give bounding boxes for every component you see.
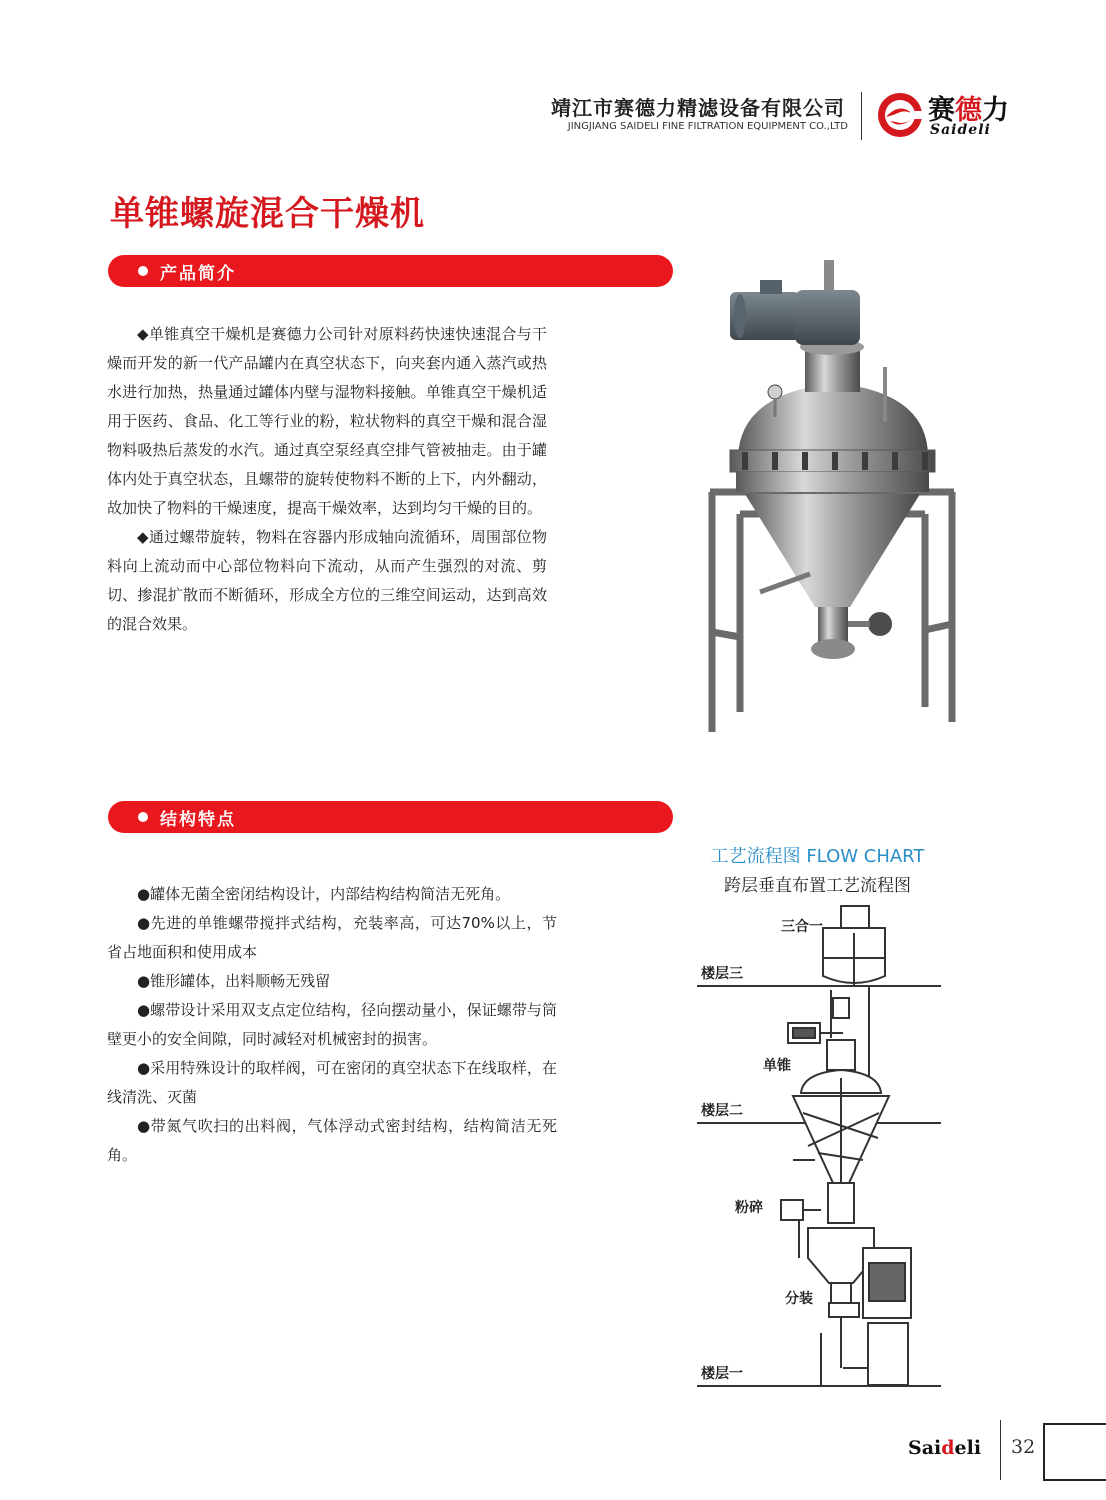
feature-item: ●先进的单锥螺带搅拌式结构，充装率高，可达70%以上，节省占地面积和使用成本 bbox=[107, 914, 557, 961]
features-list bbox=[107, 880, 557, 1170]
product-photo bbox=[700, 252, 965, 742]
section-label: 结构特点 bbox=[160, 810, 236, 830]
company-name-cn: 靖江市赛德力精滤设备有限公司 bbox=[551, 96, 845, 120]
flow-chart-subheading: 跨层垂直布置工艺流程图 bbox=[724, 876, 911, 896]
section-bar-intro bbox=[108, 255, 673, 287]
label-floor1: 楼层一 bbox=[701, 1366, 743, 1382]
feature-item: ●罐体无菌全密闭结构设计，内部结构结构简洁无死角。 bbox=[137, 885, 511, 903]
feature-item: ●采用特殊设计的取样阀，可在密闭的真空状态下在线取样，在线清洗、灭菌 bbox=[107, 1059, 557, 1106]
logo-text-en: Saideli bbox=[930, 122, 991, 138]
page-number: 32 bbox=[1011, 1436, 1036, 1458]
feature-item: ●锥形罐体，出料顺畅无残留 bbox=[137, 972, 331, 990]
label-floor3: 楼层三 bbox=[701, 966, 743, 982]
company-name-en: JINGJIANG SAIDELI FINE FILTRATION EQUIPMENT CO.,LTD bbox=[567, 121, 848, 132]
bullet-dot-icon bbox=[138, 812, 148, 822]
header-divider bbox=[861, 92, 862, 140]
label-crusher: 粉碎 bbox=[735, 1200, 763, 1216]
section-bar-features bbox=[108, 801, 673, 833]
label-single-cone: 单锥 bbox=[763, 1058, 791, 1074]
footer-divider bbox=[1000, 1420, 1001, 1480]
label-packing: 分装 bbox=[785, 1291, 813, 1307]
corner-box bbox=[1043, 1423, 1106, 1481]
label-floor2: 楼层二 bbox=[701, 1103, 743, 1119]
feature-item: ●螺带设计采用双支点定位结构，径向摆动量小，保证螺带与筒壁更小的安全间隙，同时减轻对机械密封的损害。 bbox=[107, 1001, 557, 1048]
intro-paragraph: ◆通过螺带旋转，物料在容器内形成轴向流循环，周围部位物料向上流动而中心部位物料向下流动，从而产生强烈的对流、剪切、掺混扩散而不断循环，形成全方位的三维空间运动，达到高效的混合效果。 bbox=[107, 528, 547, 633]
intro-paragraph: ◆单锥真空干燥机是赛德力公司针对原料药快速快速混合与干燥而开发的新一代产品罐内在真空状态下，向夹套内通入蒸汽或热水进行加热，热量通过罐体内壁与湿物料接触。单锥真空干燥机适用于医药、食品、化工等行业的粉，粒状物料的真空干燥和混合湿物料吸热后蒸发的水汽。通过真空泵经真空排气管被抽走。由于罐体内处于真空状态，且螺带的旋转使物料不断的上下，内外翻动，故加快了物料的干燥速度，提高干燥效率，达到均匀干燥的目的。 bbox=[107, 325, 547, 517]
flow-chart-diagram bbox=[693, 898, 943, 1390]
intro-text bbox=[107, 320, 547, 639]
section-label: 产品简介 bbox=[160, 264, 236, 284]
saideli-logo-icon bbox=[876, 91, 924, 139]
flow-chart-heading: 工艺流程图 FLOW CHART bbox=[710, 846, 925, 867]
page-title: 单锥螺旋混合干燥机 bbox=[110, 194, 425, 234]
bullet-dot-icon bbox=[138, 266, 148, 276]
label-three-in-one: 三合一 bbox=[781, 919, 823, 935]
feature-item: ●带氮气吹扫的出料阀，气体浮动式密封结构，结构简洁无死角。 bbox=[107, 1117, 557, 1164]
logo-text-cn: 赛德力 bbox=[928, 95, 1009, 126]
footer-brand: Saideli bbox=[908, 1437, 982, 1459]
